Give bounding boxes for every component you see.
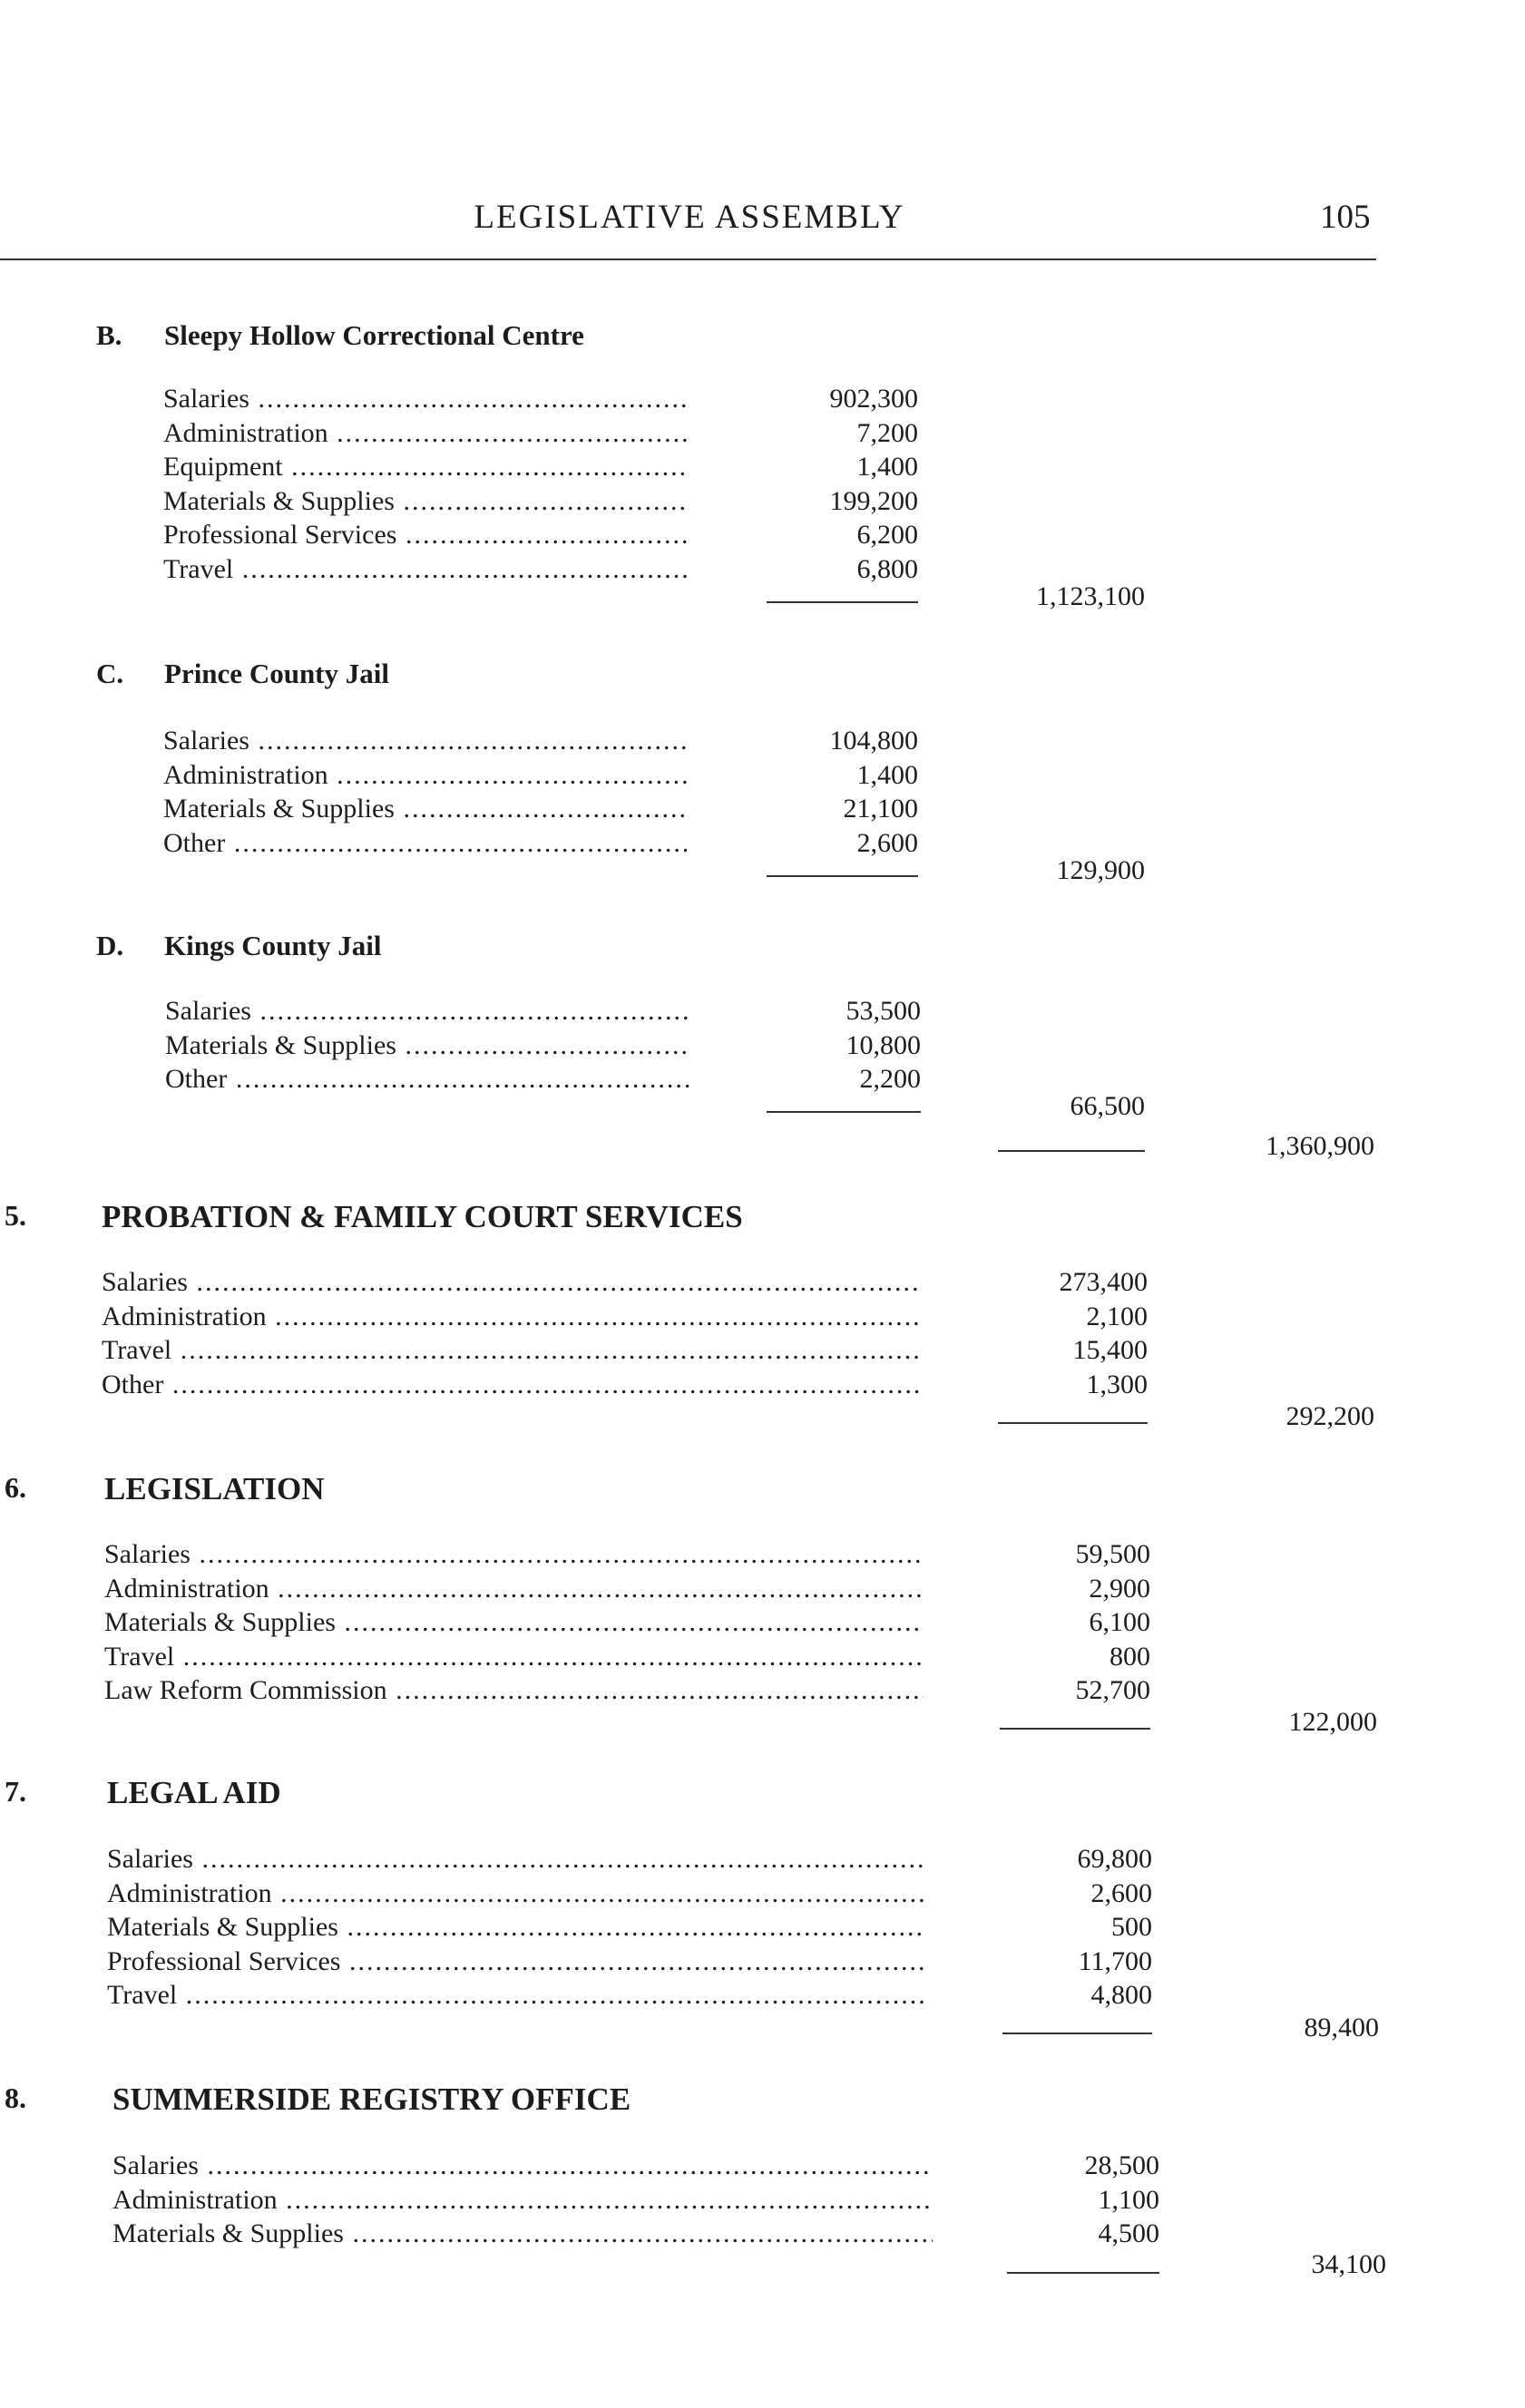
page-number: 105 <box>1320 199 1371 236</box>
line-item-other <box>102 1370 1148 1403</box>
line-item-label: Administration ..... <box>107 1878 925 1909</box>
subsection-letter: C. <box>96 658 124 689</box>
line-item-amount: 7,200 <box>856 417 918 448</box>
line-item-amount: 500 <box>1111 1912 1152 1942</box>
line-item-amount: 15,400 <box>1072 1335 1148 1365</box>
line-item-amount: 6,100 <box>1089 1607 1150 1637</box>
line-item-label: Salaries ..... <box>112 2150 933 2181</box>
line-item-amount: 2,900 <box>1089 1573 1150 1604</box>
section-title: LEGISLATION <box>104 1471 325 1506</box>
line-item-amount: 1,400 <box>856 452 918 482</box>
line-item-salaries <box>102 1267 1148 1301</box>
line-item-administration <box>107 1878 1152 1912</box>
line-item-amount: 2,600 <box>856 827 918 858</box>
line-item-amount: 10,800 <box>846 1029 921 1060</box>
line-item-materials-supplies <box>104 1607 1150 1641</box>
page-title: LEGISLATIVE ASSEMBLY <box>474 199 905 236</box>
line-item-label: Materials & Supplies ..... <box>107 1912 925 1943</box>
line-item-amount: 1,400 <box>856 759 918 790</box>
section-total: 89,400 <box>1304 2013 1379 2042</box>
section-total-rule <box>1002 2033 1152 2034</box>
line-item-salaries <box>163 384 918 417</box>
section-total-rule <box>1000 1728 1150 1730</box>
line-item-materials-supplies <box>107 1912 1152 1945</box>
line-item-label: Administration ..... <box>163 760 687 791</box>
section-total-rule <box>998 1150 1145 1152</box>
line-item-amount: 11,700 <box>1078 1945 1152 1976</box>
line-item-travel <box>163 554 918 588</box>
line-item-label: Salaries ..... <box>107 1844 925 1875</box>
line-item-label: Other ..... <box>102 1370 921 1400</box>
line-item-amount: 104,800 <box>829 726 918 756</box>
line-item-label: Travel ..... <box>107 1980 925 2011</box>
line-item-salaries <box>104 1539 1150 1573</box>
subsection-name: Sleepy Hollow Correctional Centre <box>164 319 584 351</box>
line-item-label: Other ..... <box>163 828 687 859</box>
line-item-amount: 28,500 <box>1084 2150 1159 2180</box>
line-item-label: Travel ..... <box>104 1642 924 1672</box>
line-item-amount: 69,800 <box>1077 1844 1152 1874</box>
line-item-label: Materials & Supplies ..... <box>104 1607 924 1638</box>
line-item-label: Administration ..... <box>112 2185 933 2216</box>
subsection-name: Kings County Jail <box>164 930 382 961</box>
section-number: 8. <box>5 2081 26 2114</box>
line-item-label: Travel ..... <box>102 1335 921 1366</box>
subtotal-rule <box>767 875 918 877</box>
header-rule <box>0 258 1376 260</box>
section-number: 7. <box>5 1775 26 1808</box>
line-item-other <box>165 1064 921 1097</box>
line-item-amount: 199,200 <box>829 485 918 516</box>
line-item-label: Salaries ..... <box>104 1539 924 1570</box>
subsection-total: 1,123,100 <box>1036 580 1145 611</box>
line-item-amount: 6,200 <box>856 520 918 550</box>
line-item-amount: 1,300 <box>1086 1369 1148 1399</box>
line-item-professional-services <box>107 1946 1152 1980</box>
subsection-total: 129,900 <box>1056 854 1145 885</box>
subtotal-rule <box>767 601 918 603</box>
section-total: 122,000 <box>1288 1707 1377 1737</box>
line-item-administration <box>163 760 918 794</box>
line-item-amount: 1,100 <box>1098 2184 1159 2215</box>
line-item-materials-supplies <box>163 794 918 827</box>
section-total: 292,200 <box>1285 1401 1374 1431</box>
section-title: SUMMERSIDE REGISTRY OFFICE <box>112 2081 631 2117</box>
line-item-label: Salaries ..... <box>102 1267 921 1298</box>
subtotal-rule <box>767 1111 921 1113</box>
line-item-administration <box>112 2185 1159 2218</box>
subsection-name: Prince County Jail <box>164 658 389 689</box>
line-item-administration <box>104 1574 1150 1607</box>
line-item-administration <box>163 418 918 452</box>
line-item-label: Administration ..... <box>163 418 687 449</box>
section-total: 1,360,900 <box>1266 1131 1374 1161</box>
line-item-amount: 4,800 <box>1090 1980 1152 2010</box>
line-item-label: Travel ..... <box>163 554 687 585</box>
line-item-amount: 2,100 <box>1086 1301 1148 1331</box>
line-item-travel <box>102 1335 1148 1369</box>
line-item-amount: 902,300 <box>829 384 918 414</box>
line-item-label: Salaries ..... <box>165 996 691 1027</box>
section-number: 5. <box>5 1199 26 1232</box>
subsection-title <box>96 319 584 352</box>
line-item-administration <box>102 1301 1148 1335</box>
section-total-rule <box>998 1422 1148 1424</box>
subsection-letter: D. <box>96 930 124 961</box>
line-item-label: Law Reform Commission ..... <box>104 1675 924 1706</box>
line-item-label: Equipment ..... <box>163 452 687 483</box>
line-item-amount: 4,500 <box>1098 2218 1159 2248</box>
subsection-letter: B. <box>96 319 122 351</box>
line-item-amount: 2,200 <box>859 1064 921 1094</box>
line-item-amount: 800 <box>1110 1641 1150 1672</box>
subsection-title <box>96 658 389 690</box>
line-item-label: Professional Services ..... <box>163 520 687 551</box>
subsection-total: 66,500 <box>1070 1091 1145 1121</box>
line-item-professional-services <box>163 520 918 553</box>
section-title: LEGAL AID <box>107 1775 281 1810</box>
line-item-label: Other ..... <box>165 1064 691 1095</box>
line-item-label: Materials & Supplies ..... <box>112 2218 933 2249</box>
section-total: 34,100 <box>1311 2249 1386 2279</box>
line-item-label: Professional Services ..... <box>107 1946 925 1977</box>
line-item-label: Materials & Supplies ..... <box>163 794 687 824</box>
line-item-equipment <box>163 452 918 485</box>
line-item-amount: 53,500 <box>846 996 921 1026</box>
line-item-materials-supplies <box>165 1030 921 1064</box>
line-item-label: Materials & Supplies ..... <box>163 486 687 517</box>
line-item-salaries <box>112 2150 1159 2184</box>
line-item-materials-supplies <box>163 486 918 520</box>
section-title: PROBATION & FAMILY COURT SERVICES <box>102 1199 743 1234</box>
line-item-amount: 6,800 <box>856 553 918 584</box>
line-item-salaries <box>163 726 918 759</box>
line-item-label: Administration ..... <box>102 1301 921 1332</box>
line-item-salaries <box>107 1844 1152 1877</box>
line-item-travel <box>104 1642 1150 1675</box>
section-total-rule <box>1007 2272 1159 2274</box>
line-item-materials-supplies <box>112 2218 1159 2252</box>
line-item-salaries <box>165 996 921 1029</box>
line-item-amount: 21,100 <box>843 794 918 824</box>
subsection-title <box>96 930 381 962</box>
line-item-label: Materials & Supplies ..... <box>165 1030 691 1061</box>
line-item-law-reform-commission <box>104 1675 1150 1709</box>
line-item-amount: 273,400 <box>1059 1267 1148 1297</box>
section-number: 6. <box>5 1471 26 1504</box>
line-item-amount: 2,600 <box>1090 1877 1152 1908</box>
line-item-label: Administration ..... <box>104 1574 924 1604</box>
line-item-travel <box>107 1980 1152 2013</box>
line-item-amount: 52,700 <box>1075 1675 1150 1705</box>
line-item-label: Salaries ..... <box>163 384 687 414</box>
line-item-amount: 59,500 <box>1075 1539 1150 1569</box>
line-item-label: Salaries ..... <box>163 726 687 756</box>
line-item-other <box>163 828 918 862</box>
